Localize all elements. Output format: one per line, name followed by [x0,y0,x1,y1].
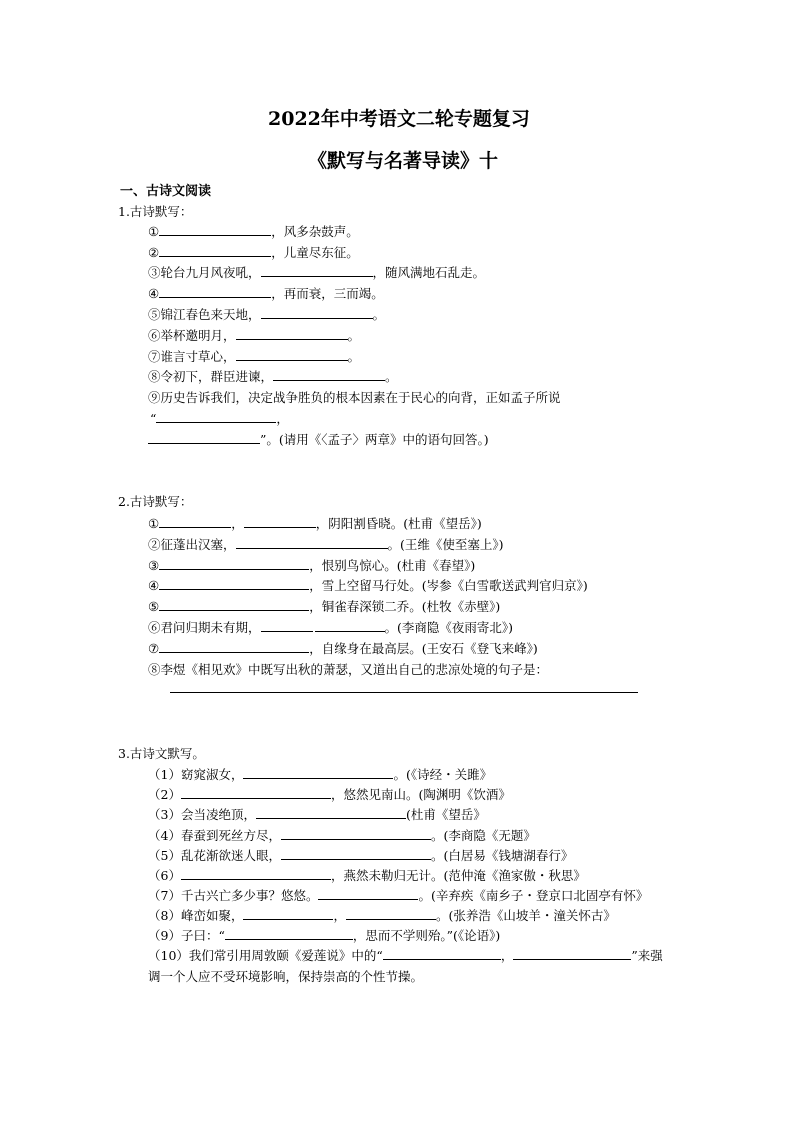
answer-blank[interactable] [236,349,348,361]
answer-blank[interactable] [159,286,271,298]
answer-blank[interactable] [159,578,309,590]
item-suffix: 。(王维《使至塞上》) [387,537,504,552]
answer-blank[interactable] [244,516,316,528]
q1-item-8 [148,367,398,385]
answer-blank[interactable] [181,868,331,880]
item-prefix: ⑥举杯邀明月， [148,328,236,343]
q3-item-9 [148,926,500,944]
item-prefix: ④ [148,286,160,301]
item-suffix: ，思而不学则殆。”(《论语》) [352,928,501,943]
answer-blank[interactable] [243,908,333,920]
answer-blank[interactable] [315,620,385,632]
q2-item-2 [148,535,504,553]
answer-blank[interactable] [236,328,348,340]
item-sep: ， [333,908,346,923]
q2-item-1 [148,514,482,532]
item-suffix: ”。(请用《〈孟子〉两章》中的语句回答。) [260,432,489,447]
item-prefix: ③ [148,558,160,573]
answer-blank[interactable] [159,599,309,611]
answer-blank[interactable] [159,224,271,236]
q2-item-8: ⑧李煜《相见欢》中既写出秋的萧瑟，又道出自己的悲凉处境的句子是： [148,662,549,677]
item-suffix: ，燕然未勒归无计。(范仲淹《渔家傲・秋思》 [330,868,586,883]
item-prefix: （10）我们常引用周敦颐《爱莲说》中的“ [148,948,383,963]
q2-item-5 [148,597,500,615]
answer-blank[interactable] [281,828,431,840]
item-prefix: ④ [148,578,160,593]
item-suffix: 。(李商隐《无题》 [430,828,536,843]
item-prefix: （8）峰峦如聚， [148,908,244,923]
item-suffix: 。(《诗经・关雎》 [393,767,493,782]
answer-blank[interactable] [156,411,276,423]
answer-blank[interactable] [513,948,631,960]
answer-blank[interactable] [383,948,501,960]
answer-blank[interactable] [243,767,393,779]
item-suffix: 。 [372,307,386,322]
q1-item-1 [148,222,359,240]
answer-blank[interactable] [159,558,309,570]
item-prefix: （3）会当凌绝顶， [148,807,256,822]
item-suffix: ，悠然见南山。(陶渊明《饮酒》 [330,787,511,802]
item-suffix: ，雪上空留马行处。(岑参《白雪歌送武判官归京》) [309,578,588,593]
item-prefix: （4）春蚕到死丝方尽， [148,828,281,843]
item-prefix: ① [148,516,160,531]
q2-item-6 [148,618,513,636]
item-suffix: ，恨别鸟惊心。(杜甫《春望》) [309,558,476,573]
q3-item-1 [148,765,492,783]
answer-blank[interactable] [159,641,309,653]
section-heading: 一、古诗文阅读 [120,184,212,199]
item-prefix: （1）窈窕淑女， [148,767,244,782]
q3-item-5 [148,846,573,864]
q3-item-3 [148,805,486,823]
q1-item-7 [148,347,360,365]
q1-item-9-line3 [148,430,489,448]
item-suffix: ，阴阳割昏晓。(杜甫《望岳》) [315,516,482,531]
q1-item-5 [148,305,385,323]
item-suffix: 。 [347,328,361,343]
item-suffix: (杜甫《望岳》 [405,807,486,822]
item-suffix: 。(李商隐《夜雨寄北》) [384,620,514,635]
document-subtitle: 《默写与名著导读》十 [308,150,499,172]
item-suffix: 。(张养浩《山坡羊・潼关怀古》 [435,908,616,923]
q1-item-9: ⑨历史告诉我们，决定战争胜负的根本因素在于民心的向背，正如孟子所说 [148,390,561,405]
answer-blank[interactable] [261,620,313,632]
item-suffix: 。(白居易《钱塘湖春行》 [430,848,574,863]
q3-item-7 [148,886,648,904]
q1-item-3 [148,263,485,281]
item-suffix: ”来强 [631,948,663,963]
answer-blank[interactable] [181,787,331,799]
answer-blank[interactable] [236,537,388,549]
item-prefix: （2） [148,787,181,802]
item-prefix: ⑥君问归期未有期， [148,620,261,635]
q2-item-3 [148,556,475,574]
comma: ， [276,411,289,426]
q3-item-2 [148,785,511,803]
q3-item-6 [148,866,586,884]
item-sep: ， [500,948,514,963]
item-prefix: ⑤ [148,599,160,614]
answer-blank[interactable] [261,307,373,319]
item-prefix: （7）千古兴亡多少事？悠悠。 [148,888,319,903]
q1-item-9-line2 [150,409,289,427]
q3-item-4 [148,826,536,844]
item-suffix: 。(辛弃疾《南乡子・登京口北固亭有怀》 [418,888,649,903]
answer-blank[interactable] [148,432,260,444]
item-suffix: ，铜雀春深锁二乔。(杜牧《赤壁》) [309,599,501,614]
item-prefix: ②征蓬出汉塞， [148,537,236,552]
item-prefix: （5）乱花渐欲迷人眼， [148,848,281,863]
answer-blank[interactable] [346,908,436,920]
item-suffix: ，儿童尽东征。 [271,245,359,260]
answer-blank[interactable] [273,369,385,381]
q3-item-10-line2: 调一个人应不受环境影响，保持崇高的个性节操。 [148,969,424,984]
item-prefix: ⑦谁言寸草心， [148,349,236,364]
q2-heading: 2.古诗默写： [118,494,193,509]
q3-heading: 3.古诗文默写。 [118,746,205,761]
answer-blank[interactable] [225,928,353,940]
q1-heading: 1.古诗默写： [118,204,193,219]
open-quote: “ [150,411,157,426]
q3-item-10 [148,946,663,964]
q1-item-4 [148,284,384,302]
answer-blank[interactable] [281,848,431,860]
answer-blank[interactable] [159,516,231,528]
item-suffix: 。 [385,369,398,384]
item-suffix: ，风多杂鼓声。 [271,224,359,239]
item-suffix: 。 [347,349,361,364]
item-sep: ， [231,516,244,531]
document-title: 2022年中考语文二轮专题复习 [268,108,530,130]
answer-blank[interactable] [261,265,373,277]
item-prefix: ① [148,224,160,239]
q2-answer-line[interactable] [170,692,638,693]
q2-item-7 [148,639,538,657]
answer-blank[interactable] [159,245,271,257]
answer-blank[interactable] [318,888,418,900]
item-prefix: （9）子曰：“ [148,928,225,943]
item-prefix: ⑤锦江春色来天地， [148,307,261,322]
item-prefix: ② [148,245,160,260]
item-prefix: ⑦ [148,641,160,656]
item-suffix: ，随风满地石乱走。 [372,265,486,280]
q1-item-2 [148,243,359,261]
item-prefix: （6） [148,868,181,883]
item-prefix: ⑧令初下，群臣进谏， [148,369,274,384]
q1-item-6 [148,326,360,344]
answer-blank[interactable] [256,807,406,819]
item-suffix: ，再而衰，三而竭。 [271,286,384,301]
item-prefix: ③轮台九月风夜吼， [148,265,261,280]
q2-item-4 [148,576,588,594]
q3-item-8 [148,906,616,924]
item-suffix: ，自缘身在最高层。(王安石《登飞来峰》) [309,641,538,656]
